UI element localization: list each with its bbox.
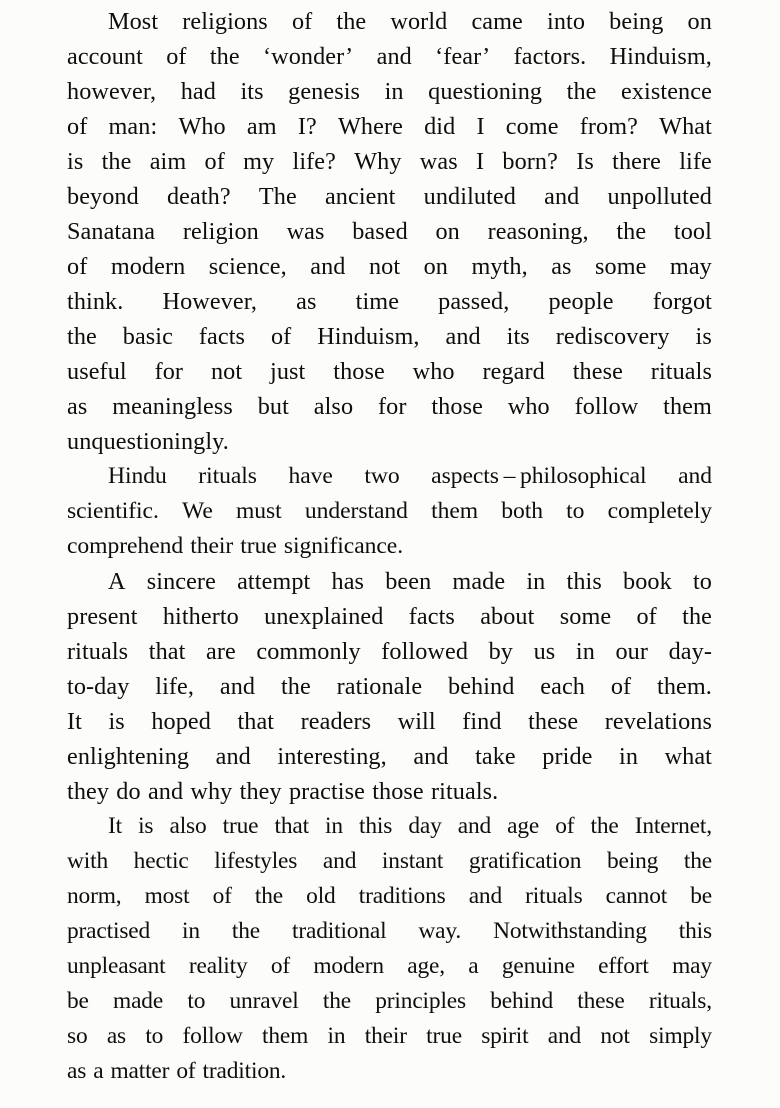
word: followed [381,638,469,665]
paragraph [67,564,712,809]
word: reality [188,953,248,979]
word: revelations [604,708,712,735]
word: behind [490,988,553,1014]
word: religions [182,8,268,35]
word: passed, [438,288,510,315]
word: into [547,8,586,35]
text-line [67,774,712,809]
word: practise [288,778,365,805]
word: Hinduism, [609,43,712,70]
paragraph [67,4,712,459]
word: some [559,603,612,630]
word: aspects – philosophical [431,463,647,489]
word: rituals [650,358,712,385]
text-line [67,529,712,564]
word: on [423,253,448,280]
word: as [296,288,317,315]
word: did [424,113,456,140]
word: the [682,603,712,630]
word: must [235,498,282,524]
word: this [678,918,712,944]
text-line [67,144,712,179]
text-line [67,844,712,879]
text-line [67,984,712,1019]
word: are [206,638,236,665]
word: based [352,218,408,245]
word: the [322,988,351,1014]
word: way. [418,918,462,944]
word: also [169,813,207,839]
word: time [355,288,400,315]
word: is [138,813,154,839]
word: those [372,778,424,805]
word: a [93,1058,104,1084]
word: of [67,253,88,280]
word: them [431,498,479,524]
word: factors. [513,43,587,70]
word: undiluted [423,183,516,210]
text-line [67,494,712,529]
text-line [67,39,712,74]
word: they [67,778,110,805]
word: commonly [256,638,361,665]
word: the [336,8,367,35]
word: practised [67,918,151,944]
word: unpleasant [67,953,166,979]
word: and [376,43,412,70]
word: simply [649,1023,712,1049]
word: and [147,778,184,805]
word: find [462,708,502,735]
word: and [413,743,449,770]
word: The [258,183,297,210]
word: hoped [151,708,211,735]
word: and [468,883,503,909]
word: unpolluted [607,183,712,210]
word: been [385,568,432,595]
word: modern [110,253,186,280]
word: meaningless [112,393,233,420]
word: tool [673,218,712,245]
word: is [67,148,84,175]
word: true [240,533,277,559]
word: attempt [237,568,311,595]
word: of [67,113,88,140]
word: Why [354,148,402,175]
word: science, [208,253,287,280]
word: those [333,358,385,385]
word: traditional [291,918,387,944]
word: had [180,78,216,105]
word: It [67,708,82,735]
word: my [243,148,275,175]
word: most [144,883,190,909]
word: what [664,743,712,770]
word: on [435,218,460,245]
word: in [325,813,343,839]
word: of [166,43,187,70]
word: who [507,393,550,420]
word: to-day [67,673,130,700]
word: forgot [652,288,712,315]
word: aim [149,148,187,175]
word: unravel [229,988,299,1014]
word: rituals, [648,988,712,1014]
text-line [67,249,712,284]
word: as [551,253,572,280]
word: understand [304,498,408,524]
word: of [636,603,657,630]
text-line [67,669,712,704]
word: those [431,393,483,420]
word: old [306,883,336,909]
word: these [528,708,579,735]
word: lifestyles [214,848,298,874]
word: rediscovery [555,323,670,350]
word: rationale [336,673,423,700]
word: this [566,568,602,595]
word: its [240,78,264,105]
word: from? [579,113,638,140]
word: has [331,568,365,595]
word: What [659,113,712,140]
word: the [254,883,284,909]
word: rituals [67,638,129,665]
word: ancient [324,183,396,210]
word: and [215,743,251,770]
word: by [488,638,513,665]
word: them. [657,673,712,700]
word: It [108,813,122,839]
word: reasoning, [487,218,589,245]
word: its [506,323,530,350]
word: as [67,393,88,420]
word: present [67,603,138,630]
word: and [547,1023,582,1049]
word: not [600,1023,630,1049]
word: that [274,813,309,839]
word: with [67,848,108,874]
word: and [445,323,481,350]
word: to [692,568,712,595]
word: Where [337,113,403,140]
word: in [526,568,546,595]
word: death? [166,183,231,210]
word: genesis [288,78,361,105]
text-line [67,424,712,459]
word: However, [162,288,258,315]
word: in [327,1023,346,1049]
word: the [683,848,712,874]
word: Internet, [634,813,712,839]
word: spirit [481,1023,529,1049]
word: their [364,1023,407,1049]
word: them [262,1023,309,1049]
word: each [540,673,585,700]
word: to [187,988,206,1014]
word: account [67,43,143,70]
text-line [67,319,712,354]
word: made [452,568,506,595]
word: is [108,708,125,735]
word: two [364,463,400,489]
word: I [476,113,485,140]
word: in [182,918,200,944]
text-line [67,1019,712,1054]
text-line [67,389,712,424]
text-line [67,4,712,39]
text-line [67,459,712,494]
word: questioning [428,78,543,105]
word: life? [292,148,336,175]
word: why [190,778,233,805]
word: religion [182,218,259,245]
paragraph [67,459,712,564]
word: however, [67,78,157,105]
word: follow [574,393,639,420]
word: hectic [133,848,189,874]
word: man: [108,113,158,140]
word: enlightening [67,743,190,770]
word: modern [313,953,384,979]
word: be [690,883,712,909]
word: true [426,1023,462,1049]
word: comprehend [67,533,184,559]
word: and [219,673,256,700]
word: to [566,498,585,524]
text-line [67,284,712,319]
word: them [663,393,712,420]
word: true [222,813,259,839]
text-line [67,949,712,984]
word: may [672,953,712,979]
word: Hinduism, [317,323,420,350]
word: just [270,358,306,385]
word: existence [621,78,712,105]
word: matter [110,1058,170,1084]
word: facts [198,323,246,350]
word: facts [408,603,455,630]
word: rituals. [431,778,499,805]
word: Sanatana [67,218,156,245]
word: came [471,8,523,35]
word: interesting, [277,743,387,770]
word: the [209,43,240,70]
word: follow [182,1023,243,1049]
text-line [67,634,712,669]
word: come [505,113,559,140]
word: our [615,638,649,665]
word: born? [502,148,558,175]
word: book [623,568,672,595]
word: useful [67,358,127,385]
word: their [190,533,234,559]
word: We [182,498,213,524]
word: ‘fear’ [435,43,491,70]
word: so [67,1023,88,1049]
word: gratification [468,848,582,874]
word: these [577,988,625,1014]
word: Most [108,8,159,35]
word: the [590,813,619,839]
word: about [480,603,535,630]
word: as [106,1023,126,1049]
word: of [176,1058,196,1084]
word: being [609,8,664,35]
word: A [108,568,126,595]
word: of [610,673,632,700]
word: tradition. [202,1058,287,1084]
word: on [687,8,712,35]
word: they [239,778,282,805]
word: sincere [146,568,216,595]
word: who [412,358,455,385]
word: not [210,358,243,385]
word: the [566,78,597,105]
text-line [67,914,712,949]
word: and [310,253,346,280]
word: be [67,988,89,1014]
word: to [145,1023,164,1049]
word: for [378,393,407,420]
word: and [457,813,492,839]
word: Notwithstanding [493,918,647,944]
word: day [408,813,442,839]
word: unexplained [264,603,384,630]
word: take [475,743,516,770]
word: that [148,638,186,665]
word: significance. [283,533,404,559]
word: instant [381,848,444,874]
word: I? [297,113,317,140]
word: am [246,113,277,140]
word: a [468,953,479,979]
word: of [270,323,292,350]
word: will [397,708,436,735]
word: age [507,813,540,839]
paragraph [67,809,712,1089]
word: people [548,288,614,315]
word: pride [542,743,593,770]
word: ‘wonder’ [262,43,354,70]
word: day- [668,638,712,665]
word: that [237,708,275,735]
word: in [619,743,639,770]
word: the [67,323,97,350]
word: and [322,848,357,874]
word: think. [67,288,124,315]
text-line [67,179,712,214]
word: made [113,988,164,1014]
word: was [286,218,325,245]
word: regard [482,358,545,385]
word: of [555,813,575,839]
word: life [679,148,712,175]
word: age, [407,953,445,979]
word: but [257,393,289,420]
word: have [288,463,333,489]
text-line [67,809,712,844]
word: basic [122,323,173,350]
text-line [67,1054,712,1089]
word: of [291,8,313,35]
word: rituals [198,463,257,489]
word: of [204,148,225,175]
word: I [475,148,485,175]
word: being [606,848,659,874]
word: both [501,498,543,524]
word: some [595,253,647,280]
word: also [313,393,354,420]
word: Who [178,113,226,140]
word: cannot [605,883,668,909]
word: the [101,148,132,175]
text-line [67,74,712,109]
word: us [533,638,556,665]
word: Hindu [108,463,167,489]
word: principles [375,988,466,1014]
word: life, [155,673,195,700]
text-line [67,599,712,634]
text-line [67,354,712,389]
word: for [154,358,184,385]
word: do [116,778,141,805]
word: rituals [525,883,583,909]
word: and [544,183,580,210]
word: not [368,253,401,280]
word: beyond [67,183,139,210]
word: of [270,953,291,979]
word: in [384,78,404,105]
word: and [678,463,712,489]
word: the [616,218,647,245]
word: completely [607,498,712,524]
word: this [359,813,393,839]
text-line [67,214,712,249]
text-column [67,4,712,1089]
word: these [572,358,623,385]
word: as [67,1058,87,1084]
word: traditions [358,883,446,909]
text-line [67,704,712,739]
word: behind [448,673,515,700]
word: the [231,918,261,944]
word: norm, [67,883,122,909]
word: may [669,253,712,280]
word: world [390,8,448,35]
word: there [612,148,661,175]
word: of [212,883,232,909]
word: in [575,638,595,665]
word: was [419,148,458,175]
word: effort [598,953,649,979]
word: unquestioningly. [67,428,229,455]
word: hitherto [162,603,239,630]
word: genuine [501,953,575,979]
word: is [695,323,712,350]
text-line [67,564,712,599]
text-line [67,739,712,774]
word: readers [300,708,372,735]
word: scientific. [67,498,159,524]
word: the [280,673,311,700]
word: Is [576,148,594,175]
word: myth, [471,253,528,280]
text-line [67,879,712,914]
text-line [67,109,712,144]
